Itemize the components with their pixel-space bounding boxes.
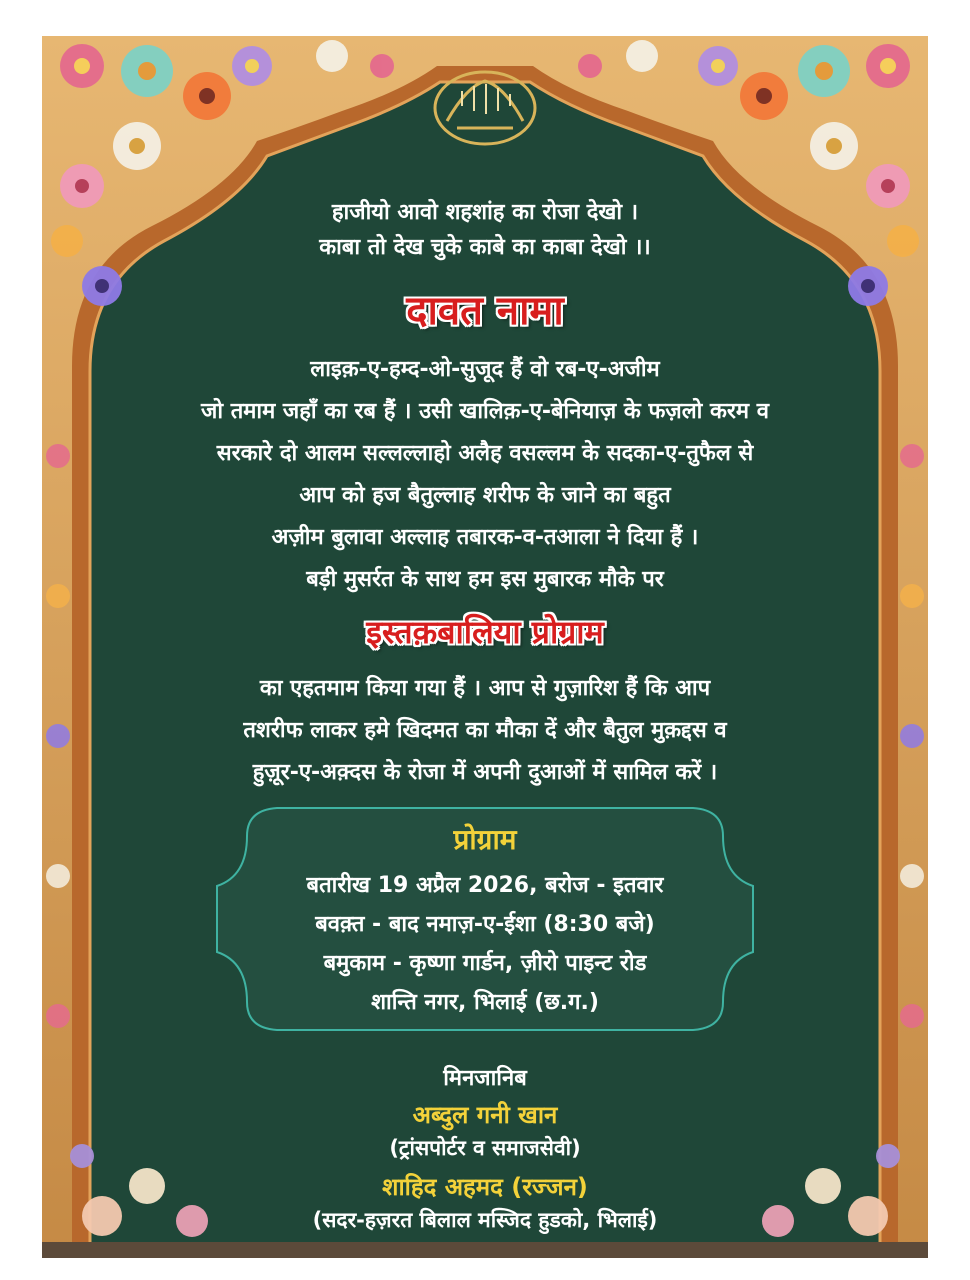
invitation-line: सरकारे दो आलम सल्लल्लाहो अलैह वसल्लम के सदका-ए-तुफैल से: [216, 441, 754, 466]
from-label: मिनजानिब: [443, 1066, 527, 1091]
program-subtitle: इस्तक़बालिया प्रोग्राम: [366, 613, 604, 651]
couplet-line-1: हाजीयो आवो शहशांह का रोजा देखो ।: [331, 200, 639, 225]
invitation-line: अज़ीम बुलावा अल्लाह तबारक-व-तआला ने दिया हैं ।: [271, 525, 699, 550]
program-venue: बमुकाम - कृष्णा गार्डन, ज़ीरो पाइन्ट रोड: [323, 951, 647, 976]
program-time: बवक़्त - बाद नमाज़-ए-ईशा (8:30 बजे): [315, 912, 655, 937]
program-heading: प्रोग्राम: [453, 823, 517, 856]
host2-role: (सदर-हज़रत बिलाल मस्जिद हुडको, भिलाई): [312, 1208, 658, 1232]
invitation-line: आप को हज बैतुल्लाह शरीफ के जाने का बहुत: [299, 483, 671, 508]
invitation-line: बड़ी मुसर्रत के साथ हम इस मुबारक मौके पर: [306, 567, 664, 592]
program-date: बतारीख 19 अप्रैल 2026, बरोज - इतवार: [306, 873, 664, 898]
request-line: तशरीफ लाकर हमे खिदमत का मौका दें और बैतुल मुक़द्दस व: [243, 718, 727, 743]
host1-role: (ट्रांसपोर्टर व समाजसेवी): [389, 1136, 581, 1160]
couplet-line-2: काबा तो देख चुके काबे का काबा देखो ।।: [319, 235, 651, 260]
invitation-line: जो तमाम जहाँ का रब हैं । उसी खालिक़-ए-बेनियाज़ के फज़लो करम व: [201, 399, 769, 424]
request-line: का एहतमाम किया गया हैं । आप से गुज़ारिश हैं कि आप: [259, 676, 711, 701]
invitation-line: लाइक़-ए-हम्द-ओ-सुजूद हैं वो रब-ए-अजीम: [310, 357, 660, 382]
host1-name: अब्दुल गनी खान: [412, 1101, 558, 1129]
host2-name: शाहिद अहमद (रज्जन): [382, 1173, 588, 1201]
request-line: हुज़ूर-ए-अक़्दस के रोजा में अपनी दुआओं में सामिल करें ।: [252, 760, 718, 785]
invitation-card: [42, 36, 928, 1258]
program-place: शान्ति नगर, भिलाई (छ.ग.): [371, 990, 599, 1015]
page-title: दावत नामा: [406, 288, 564, 334]
